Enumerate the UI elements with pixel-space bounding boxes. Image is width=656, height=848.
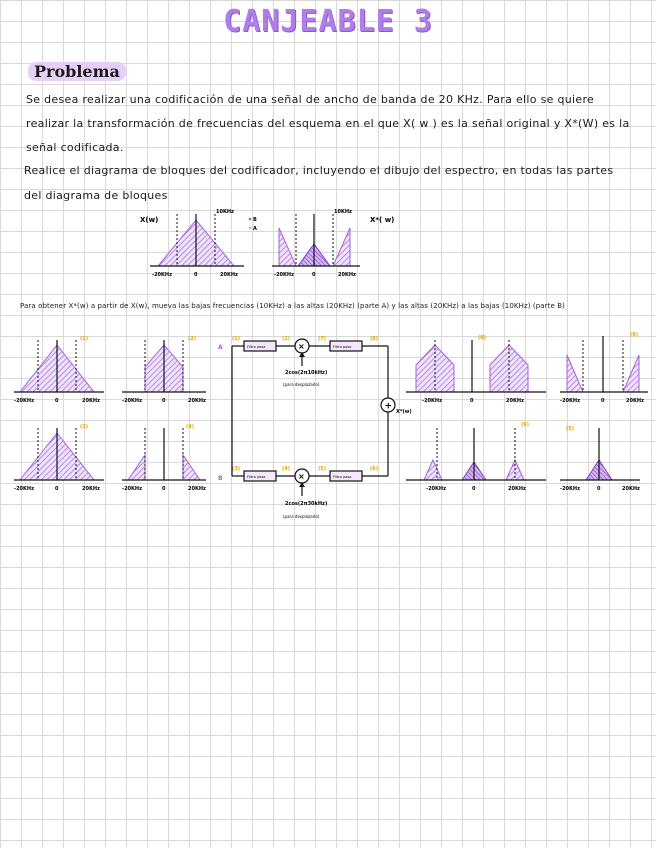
mult-a: × [298,342,305,351]
output-label: X*(w) [396,409,412,415]
branch-a-label: A [218,344,223,351]
svg-text:(1): (1) [80,336,89,342]
svg-text:0: 0 [597,486,601,492]
svg-text:(2): (2) [282,336,291,342]
svg-text:(9): (9) [630,332,639,338]
svg-text:Filtro pasa: Filtro pasa [333,475,352,479]
problem-line-2: realizar la transformación de frecuencias del esquema en el que X( w ) es la señal original y X*(W) es la [26,117,630,130]
spectrum-stage-1 [14,336,104,404]
xstar-neg-tick: -20KHz [274,272,295,278]
block-diagram [218,336,412,519]
spectrum-stage-8 [406,335,546,404]
svg-text:0: 0 [55,486,59,492]
sum-node: + [384,401,393,412]
svg-text:0: 0 [470,398,474,404]
task-line-2: del diagrama de bloques [24,189,168,202]
spectrum-stage-6 [406,422,546,492]
svg-text:20KHz: 20KHz [188,486,206,492]
svg-text:20KHz: 20KHz [622,486,640,492]
explanation-note: Para obtener X*(w) a partir de X(w), mueva las bajas frecuencias (10KHz) a las altas (20KHz) (parte A) y las altas (20KHz) a las bajas (10KHz) (parte B) [20,302,565,310]
problem-line-1: Se desea realizar una codificación de una señal de ancho de banda de 20 KHz. Para ello se quiere [26,93,595,106]
spectrum-stage-4 [122,424,206,492]
svg-text:(3): (3) [232,466,241,472]
svg-text:20KHz: 20KHz [508,486,526,492]
svg-text:(4): (4) [282,466,291,472]
legend-a: A [253,226,257,232]
xstar-zero-tick: 0 [312,272,316,278]
x-label: X(w) [140,216,159,224]
svg-text:-20KHz: -20KHz [14,486,35,492]
spectrum-xstar [272,209,394,278]
page-title: CANJEABLE 3 [223,4,433,39]
xstar-top-tick: 10KHz [334,209,352,215]
svg-text:0: 0 [472,486,476,492]
svg-text:-20KHz: -20KHz [560,486,581,492]
branch-b-label: B [218,475,223,482]
legend-b: B [253,217,257,223]
svg-text:(7): (7) [318,336,327,342]
svg-text:-20KHz: -20KHz [560,398,581,404]
carrier-b: 2cos(2π30kHz) [285,501,328,507]
svg-text:-20KHz: -20KHz [426,486,447,492]
svg-text:Filtro pasa: Filtro pasa [333,345,352,349]
svg-text:(para desplazarlo): (para desplazarlo) [283,382,320,387]
svg-text:20KHz: 20KHz [626,398,644,404]
problem-heading: Problema [28,62,126,81]
svg-text:0: 0 [55,398,59,404]
task-line-1: Realice el diagrama de bloques del codificador, incluyendo el dibujo del espectro, en todas las partes [24,164,614,177]
spectrum-stage-7 [560,426,640,492]
x-zero-tick: 0 [194,272,198,278]
x-top-tick: 10KHz [216,209,234,215]
problem-line-3: señal codificada. [26,141,124,154]
svg-text:Filtro pasa: Filtro pasa [247,475,266,479]
spectrum-x [140,209,257,278]
svg-text:(5): (5) [566,426,575,432]
svg-text:-20KHz: -20KHz [14,398,35,404]
svg-text:(4): (4) [186,424,195,430]
svg-text:20KHz: 20KHz [506,398,524,404]
svg-text:(para desplazarlo): (para desplazarlo) [283,514,320,519]
svg-text:(5): (5) [318,466,327,472]
svg-text:Filtro pasa: Filtro pasa [247,345,266,349]
x-pos-tick: 20KHz [220,272,238,278]
svg-text:(6): (6) [521,422,530,428]
svg-text:(3): (3) [80,424,89,430]
svg-text:(1): (1) [232,336,241,342]
svg-text:-20KHz: -20KHz [122,398,143,404]
svg-text:-20KHz: -20KHz [422,398,443,404]
mult-b: × [298,472,305,481]
xstar-label: X*( w) [370,216,395,224]
svg-text:20KHz: 20KHz [82,486,100,492]
spectrum-stage-3 [14,424,104,492]
svg-text:(6): (6) [370,466,379,472]
svg-text:(8): (8) [478,335,487,341]
svg-text:0: 0 [162,398,166,404]
carrier-a: 2cos(2π10kHz) [285,370,328,376]
svg-text:(2): (2) [188,336,197,342]
spectrum-stage-9 [560,332,648,404]
xstar-pos-tick: 20KHz [338,272,356,278]
svg-text:0: 0 [601,398,605,404]
spectrum-stage-2 [122,336,206,404]
svg-text:20KHz: 20KHz [188,398,206,404]
svg-text:(8): (8) [370,336,379,342]
svg-text:20KHz: 20KHz [82,398,100,404]
x-neg-tick: -20KHz [152,272,173,278]
svg-text:0: 0 [162,486,166,492]
svg-text:-20KHz: -20KHz [122,486,143,492]
